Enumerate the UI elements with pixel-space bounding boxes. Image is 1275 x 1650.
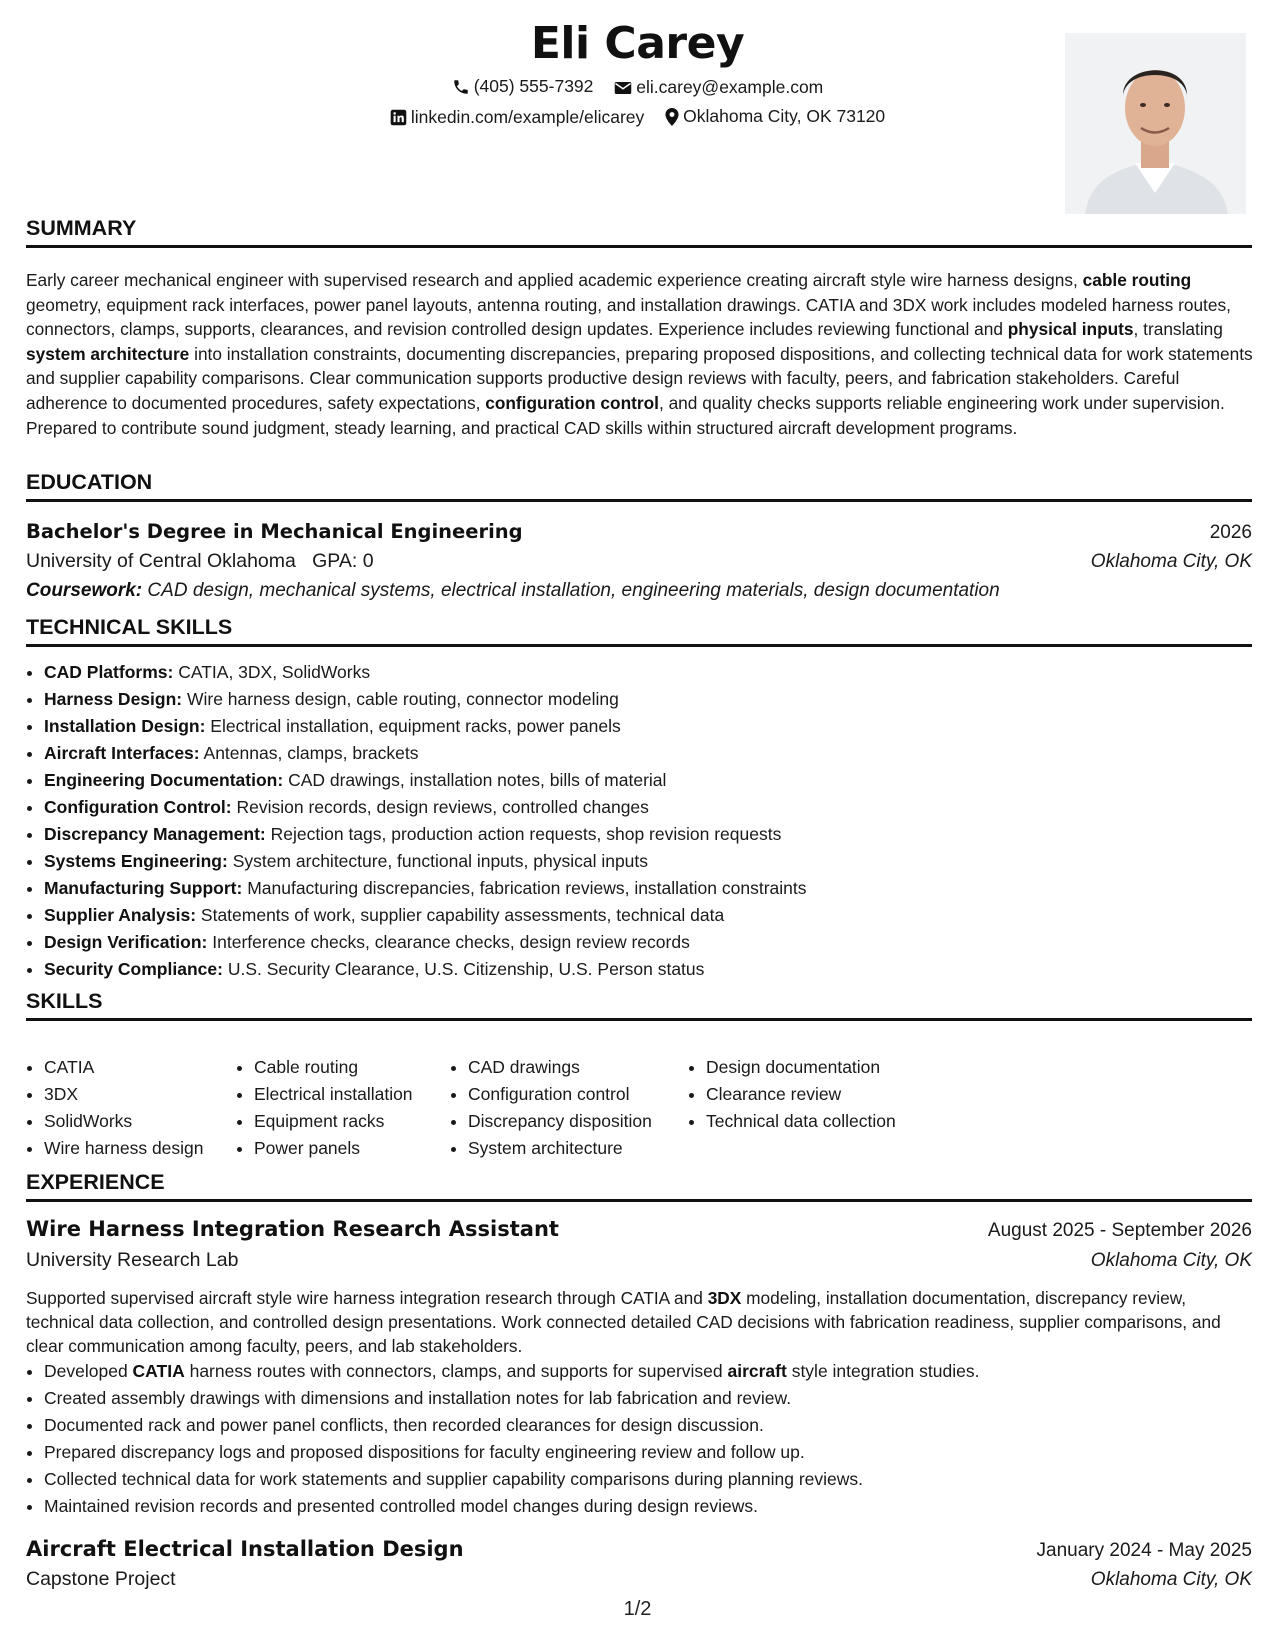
- technical-skill-item: [44, 956, 1254, 983]
- technical-skill-item: [44, 794, 1254, 821]
- skill-item: • Design documentation: [706, 1054, 966, 1081]
- job1-org: University Research Lab: [26, 1249, 239, 1271]
- skill-item: • Equipment racks: [254, 1108, 450, 1135]
- school-name: University of Central Oklahoma: [26, 550, 296, 572]
- job1-bullets: [26, 1358, 1254, 1520]
- job1-bullet: • Created assembly drawings with dimensions and installation notes for lab fabrication and review.: [44, 1385, 1254, 1412]
- education-row-2: [26, 550, 1252, 573]
- education-heading: EDUCATION: [26, 470, 1252, 502]
- technical-skill-item: [44, 767, 1254, 794]
- map-pin-icon: [665, 108, 679, 126]
- gpa: GPA: 0: [312, 550, 374, 572]
- envelope-icon: [614, 80, 632, 96]
- coursework-label: Coursework:: [26, 580, 143, 601]
- linkedin-item[interactable]: [390, 107, 644, 128]
- summary-bold: physical inputs: [1007, 319, 1134, 340]
- skill-item: • 3DX: [44, 1081, 236, 1108]
- technical-skill-value: Interference checks, clearance checks, design review records: [212, 932, 690, 952]
- technical-skill-label: Discrepancy Management:: [44, 824, 266, 844]
- technical-skill-value: Rejection tags, production action requests, shop revision requests: [270, 824, 782, 844]
- skills-columns: [26, 1054, 966, 1162]
- technical-skill-item: [44, 929, 1254, 956]
- technical-skill-label: Manufacturing Support:: [44, 878, 243, 898]
- job1-bullet: • Collected technical data for work statements and supplier capability comparisons during planning reviews.: [44, 1466, 1254, 1493]
- skill-item: • Electrical installation: [254, 1081, 450, 1108]
- technical-skill-label: CAD Platforms:: [44, 662, 174, 682]
- technical-skill-label: Harness Design:: [44, 689, 183, 709]
- job1-desc-text: Supported supervised aircraft style wire harness integration research through CATIA and: [26, 1288, 708, 1308]
- summary-text: into installation constraints, documenting discrepancies, preparing proposed dispositions, and collecting technical data for work statements and supplier capability comparisons. Clear communication supports productive design reviews with faculty, peers, and fabrication stakeholders. Careful adherence to documented procedures, safety expectations,: [26, 343, 1253, 413]
- summary-text: Early career mechanical engineer with supervised research and applied academic experience creating aircraft style wire harness designs,: [26, 270, 1083, 290]
- bullet-text: harness routes with connectors, clamps, and supports for supervised: [184, 1361, 728, 1381]
- skills-column: [450, 1054, 688, 1162]
- technical-skill-item: [44, 902, 1254, 929]
- linkedin-text[interactable]: linkedin.com/example/elicarey: [410, 106, 645, 127]
- phone-item: [452, 76, 594, 97]
- coursework-text: CAD design, mechanical systems, electrical installation, engineering materials, design documentation: [147, 580, 1000, 601]
- job1-desc-bold: 3DX: [707, 1288, 742, 1308]
- profile-photo: [1065, 33, 1246, 214]
- job2-row-1: [26, 1537, 1252, 1562]
- location-item: [665, 106, 885, 127]
- summary-paragraph: [26, 268, 1254, 440]
- skill-item: • Clearance review: [706, 1081, 966, 1108]
- technical-skill-value: Wire harness design, cable routing, connector modeling: [186, 689, 619, 709]
- phone-icon: [452, 78, 470, 96]
- technical-skill-label: Configuration Control:: [44, 797, 232, 817]
- skill-item: • CATIA: [44, 1054, 236, 1081]
- job2-title: Aircraft Electrical Installation Design: [26, 1537, 464, 1561]
- skill-item: • CAD drawings: [468, 1054, 688, 1081]
- graduation-year: 2026: [1209, 522, 1252, 543]
- technical-skill-item: [44, 659, 1254, 686]
- summary-bold: configuration control: [485, 392, 659, 413]
- email-item[interactable]: [614, 77, 823, 98]
- summary-text: , translating: [1133, 319, 1223, 340]
- degree-title: Bachelor's Degree in Mechanical Engineering: [26, 520, 523, 543]
- technical-skill-label: Aircraft Interfaces:: [44, 743, 200, 763]
- education-row-1: [26, 520, 1252, 544]
- skill-item: • Cable routing: [254, 1054, 450, 1081]
- technical-skill-label: Security Compliance:: [44, 959, 223, 979]
- job1-description: [26, 1286, 1254, 1358]
- job1-desc-text: modeling, installation documentation, discrepancy review, technical data collection, and controlled design presentations. Work connected detailed CAD decisions with fabrication readiness, supplier comparisons, and clear communication among faculty, peers, and lab stakeholders.: [26, 1288, 1221, 1356]
- skill-item: • Wire harness design: [44, 1135, 236, 1162]
- school-line: [26, 550, 374, 573]
- job2-dates: January 2024 - May 2025: [1036, 1540, 1252, 1561]
- summary-text: , and quality checks supports reliable engineering work under supervision. Prepared to contribute sound judgment, steady learning, and practical CAD skills within structured aircraft development programs.: [26, 392, 1225, 438]
- technical-skill-item: [44, 740, 1254, 767]
- skill-item: • Power panels: [254, 1135, 450, 1162]
- experience-heading: EXPERIENCE: [26, 1170, 1252, 1202]
- skill-item: • System architecture: [468, 1135, 688, 1162]
- technical-skill-label: Supplier Analysis:: [44, 905, 197, 925]
- technical-skill-item: [44, 875, 1254, 902]
- technical-skill-value: Statements of work, supplier capability assessments, technical data: [200, 905, 725, 925]
- technical-skill-value: Electrical installation, equipment racks, power panels: [210, 716, 621, 736]
- job1-row-2: [26, 1249, 1252, 1272]
- technical-skill-value: Revision records, design reviews, controlled changes: [236, 797, 649, 817]
- skill-item: • Discrepancy disposition: [468, 1108, 688, 1135]
- bullet-text: style integration studies.: [786, 1361, 980, 1381]
- location-text: Oklahoma City, OK 73120: [683, 106, 886, 126]
- bullet-text: Developed: [44, 1361, 133, 1381]
- skill-item: • SolidWorks: [44, 1108, 236, 1135]
- coursework-line: [26, 580, 1000, 602]
- technical-skill-label: Engineering Documentation:: [44, 770, 284, 790]
- coursework-row: [26, 580, 1252, 602]
- technical-skills-heading: TECHNICAL SKILLS: [26, 615, 1252, 647]
- summary-bold: cable routing: [1082, 270, 1192, 290]
- job1-title: Wire Harness Integration Research Assistant: [26, 1217, 559, 1241]
- skills-heading: SKILLS: [26, 989, 1252, 1021]
- job1-location: Oklahoma City, OK: [1090, 1250, 1252, 1271]
- summary-bold: system architecture: [26, 343, 190, 364]
- job1-row-1: [26, 1217, 1252, 1242]
- summary-text: geometry, equipment rack interfaces, power panel layouts, antenna routing, and installation drawings. CATIA and 3DX work includes modeled harness routes, connectors, clamps, supports, clearances, and revision controlled design updates. Experience includes reviewing functional and: [26, 294, 1231, 340]
- page-number: 1/2: [623, 1598, 652, 1620]
- job1-bullet: • Documented rack and power panel conflicts, then recorded clearances for design discussion.: [44, 1412, 1254, 1439]
- technical-skill-item: [44, 713, 1254, 740]
- candidate-name: Eli Carey: [530, 18, 745, 69]
- linkedin-icon: [390, 109, 407, 126]
- technical-skill-item: [44, 686, 1254, 713]
- technical-skill-value: CAD drawings, installation notes, bills of material: [288, 770, 667, 790]
- job2-org: Capstone Project: [26, 1568, 176, 1590]
- skill-item: • Configuration control: [468, 1081, 688, 1108]
- technical-skills-list: [26, 659, 1254, 983]
- technical-skill-value: CATIA, 3DX, SolidWorks: [178, 662, 371, 682]
- job1-dates: August 2025 - September 2026: [987, 1220, 1252, 1241]
- technical-skill-item: [44, 821, 1254, 848]
- technical-skill-label: Systems Engineering:: [44, 851, 228, 871]
- skills-column: [688, 1054, 966, 1162]
- job1-bullet: • Prepared discrepancy logs and proposed dispositions for faculty engineering review and follow up.: [44, 1439, 1254, 1466]
- technical-skill-item: [44, 848, 1254, 875]
- technical-skill-label: Installation Design:: [44, 716, 206, 736]
- bullet-bold: aircraft: [727, 1361, 787, 1381]
- technical-skill-value: System architecture, functional inputs, physical inputs: [232, 851, 649, 871]
- skill-item: • Technical data collection: [706, 1108, 966, 1135]
- email-text[interactable]: eli.carey@example.com: [636, 77, 824, 97]
- job2-row-2: [26, 1568, 1252, 1591]
- technical-skill-label: Design Verification:: [44, 932, 208, 952]
- job1-bullet: • Maintained revision records and presented controlled model changes during design reviews.: [44, 1493, 1254, 1520]
- technical-skill-value: Antennas, clamps, brackets: [203, 743, 419, 763]
- school-location: Oklahoma City, OK: [1090, 551, 1252, 572]
- bullet-bold: CATIA: [132, 1361, 185, 1381]
- phone-text: (405) 555-7392: [473, 76, 594, 96]
- skills-column: [236, 1054, 450, 1162]
- job2-location: Oklahoma City, OK: [1090, 1569, 1252, 1590]
- skills-column: [26, 1054, 236, 1162]
- technical-skill-value: U.S. Security Clearance, U.S. Citizenship, U.S. Person status: [227, 959, 705, 979]
- summary-heading: SUMMARY: [26, 216, 1252, 248]
- technical-skill-value: Manufacturing discrepancies, fabrication reviews, installation constraints: [247, 878, 807, 898]
- job1-bullet: [44, 1358, 1254, 1385]
